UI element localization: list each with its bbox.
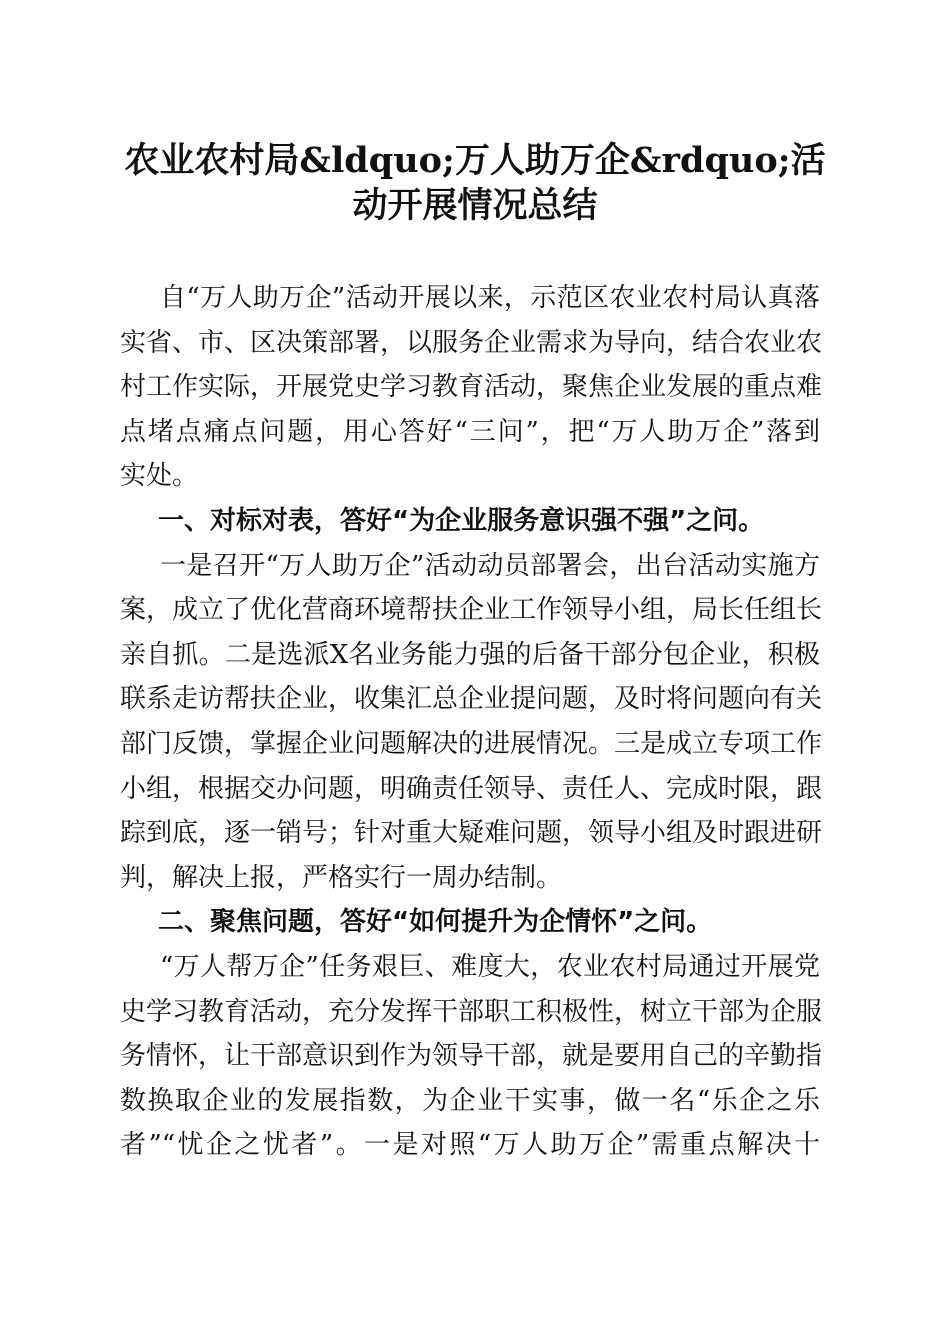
paragraph-line: 务情怀，让干部意识到作为领导干部，就是要用自己的辛勤指 — [120, 1041, 823, 1072]
paragraph-line: 踪到底，逐一销号；针对重大疑难问题，领导小组及时跟进研 — [120, 818, 823, 849]
paragraph-line: 部门反馈，掌握企业问题解决的进展情况。三是成立专项工作 — [120, 728, 823, 759]
title-line: 动开展情况总结 — [352, 185, 598, 226]
document-title — [110, 138, 840, 228]
paragraph-line: 数换取企业的发展指数，为企业干实事，做一名“乐企之乐 — [120, 1085, 820, 1116]
paragraph-line: 自“万人助万企”活动开展以来，示范区农业农村局认真落 — [160, 283, 820, 313]
paragraph-line: 联系走访帮扶企业，收集汇总企业提问题，及时将问题向有关 — [120, 684, 823, 715]
paragraph-line: 实省、市、区决策部署，以服务企业需求为导向，结合农业农 — [120, 327, 823, 358]
paragraph-line: 判，解决上报，严格实行一周办结制。 — [120, 862, 563, 893]
paragraph-line: 者”“忧企之忧者”。一是对照“万人助万企”需重点解决十 — [120, 1130, 820, 1161]
paragraph-line: 一是召开“万人助万企”活动动员部署会，出台活动实施方 — [160, 550, 820, 581]
document-body — [120, 276, 823, 1168]
paragraph-line: 村工作实际，开展党史学习教育活动，聚焦企业发展的重点难 — [120, 372, 823, 403]
paragraph-line: “万人帮万企”任务艰巨、难度大，农业农村局通过开展党 — [160, 951, 820, 982]
section-heading: 二、聚焦问题，答好“如何提升为企情怀”之问。 — [158, 907, 713, 938]
paragraph-line: 亲自抓。二是选派X名业务能力强的后备干部分包企业，积极 — [120, 639, 820, 670]
paragraph-line: 小组，根据交办问题，明确责任领导、责任人、完成时限，跟 — [120, 773, 823, 804]
paragraph-line: 点堵点痛点问题，用心答好“三问”，把“万人助万企”落到 — [120, 416, 820, 447]
paragraph-line: 实处。 — [120, 461, 199, 492]
title-line: 农业农村局&ldquo;万人助万企&rdquo;活 — [124, 140, 826, 181]
section-heading: 一、对标对表，答好“为企业服务意识强不强”之问。 — [158, 505, 765, 536]
paragraph-line: 案，成立了优化营商环境帮扶企业工作领导小组，局长任组长 — [120, 595, 823, 626]
paragraph-line: 史学习教育活动，充分发挥干部职工积极性，树立干部为企服 — [120, 996, 823, 1027]
